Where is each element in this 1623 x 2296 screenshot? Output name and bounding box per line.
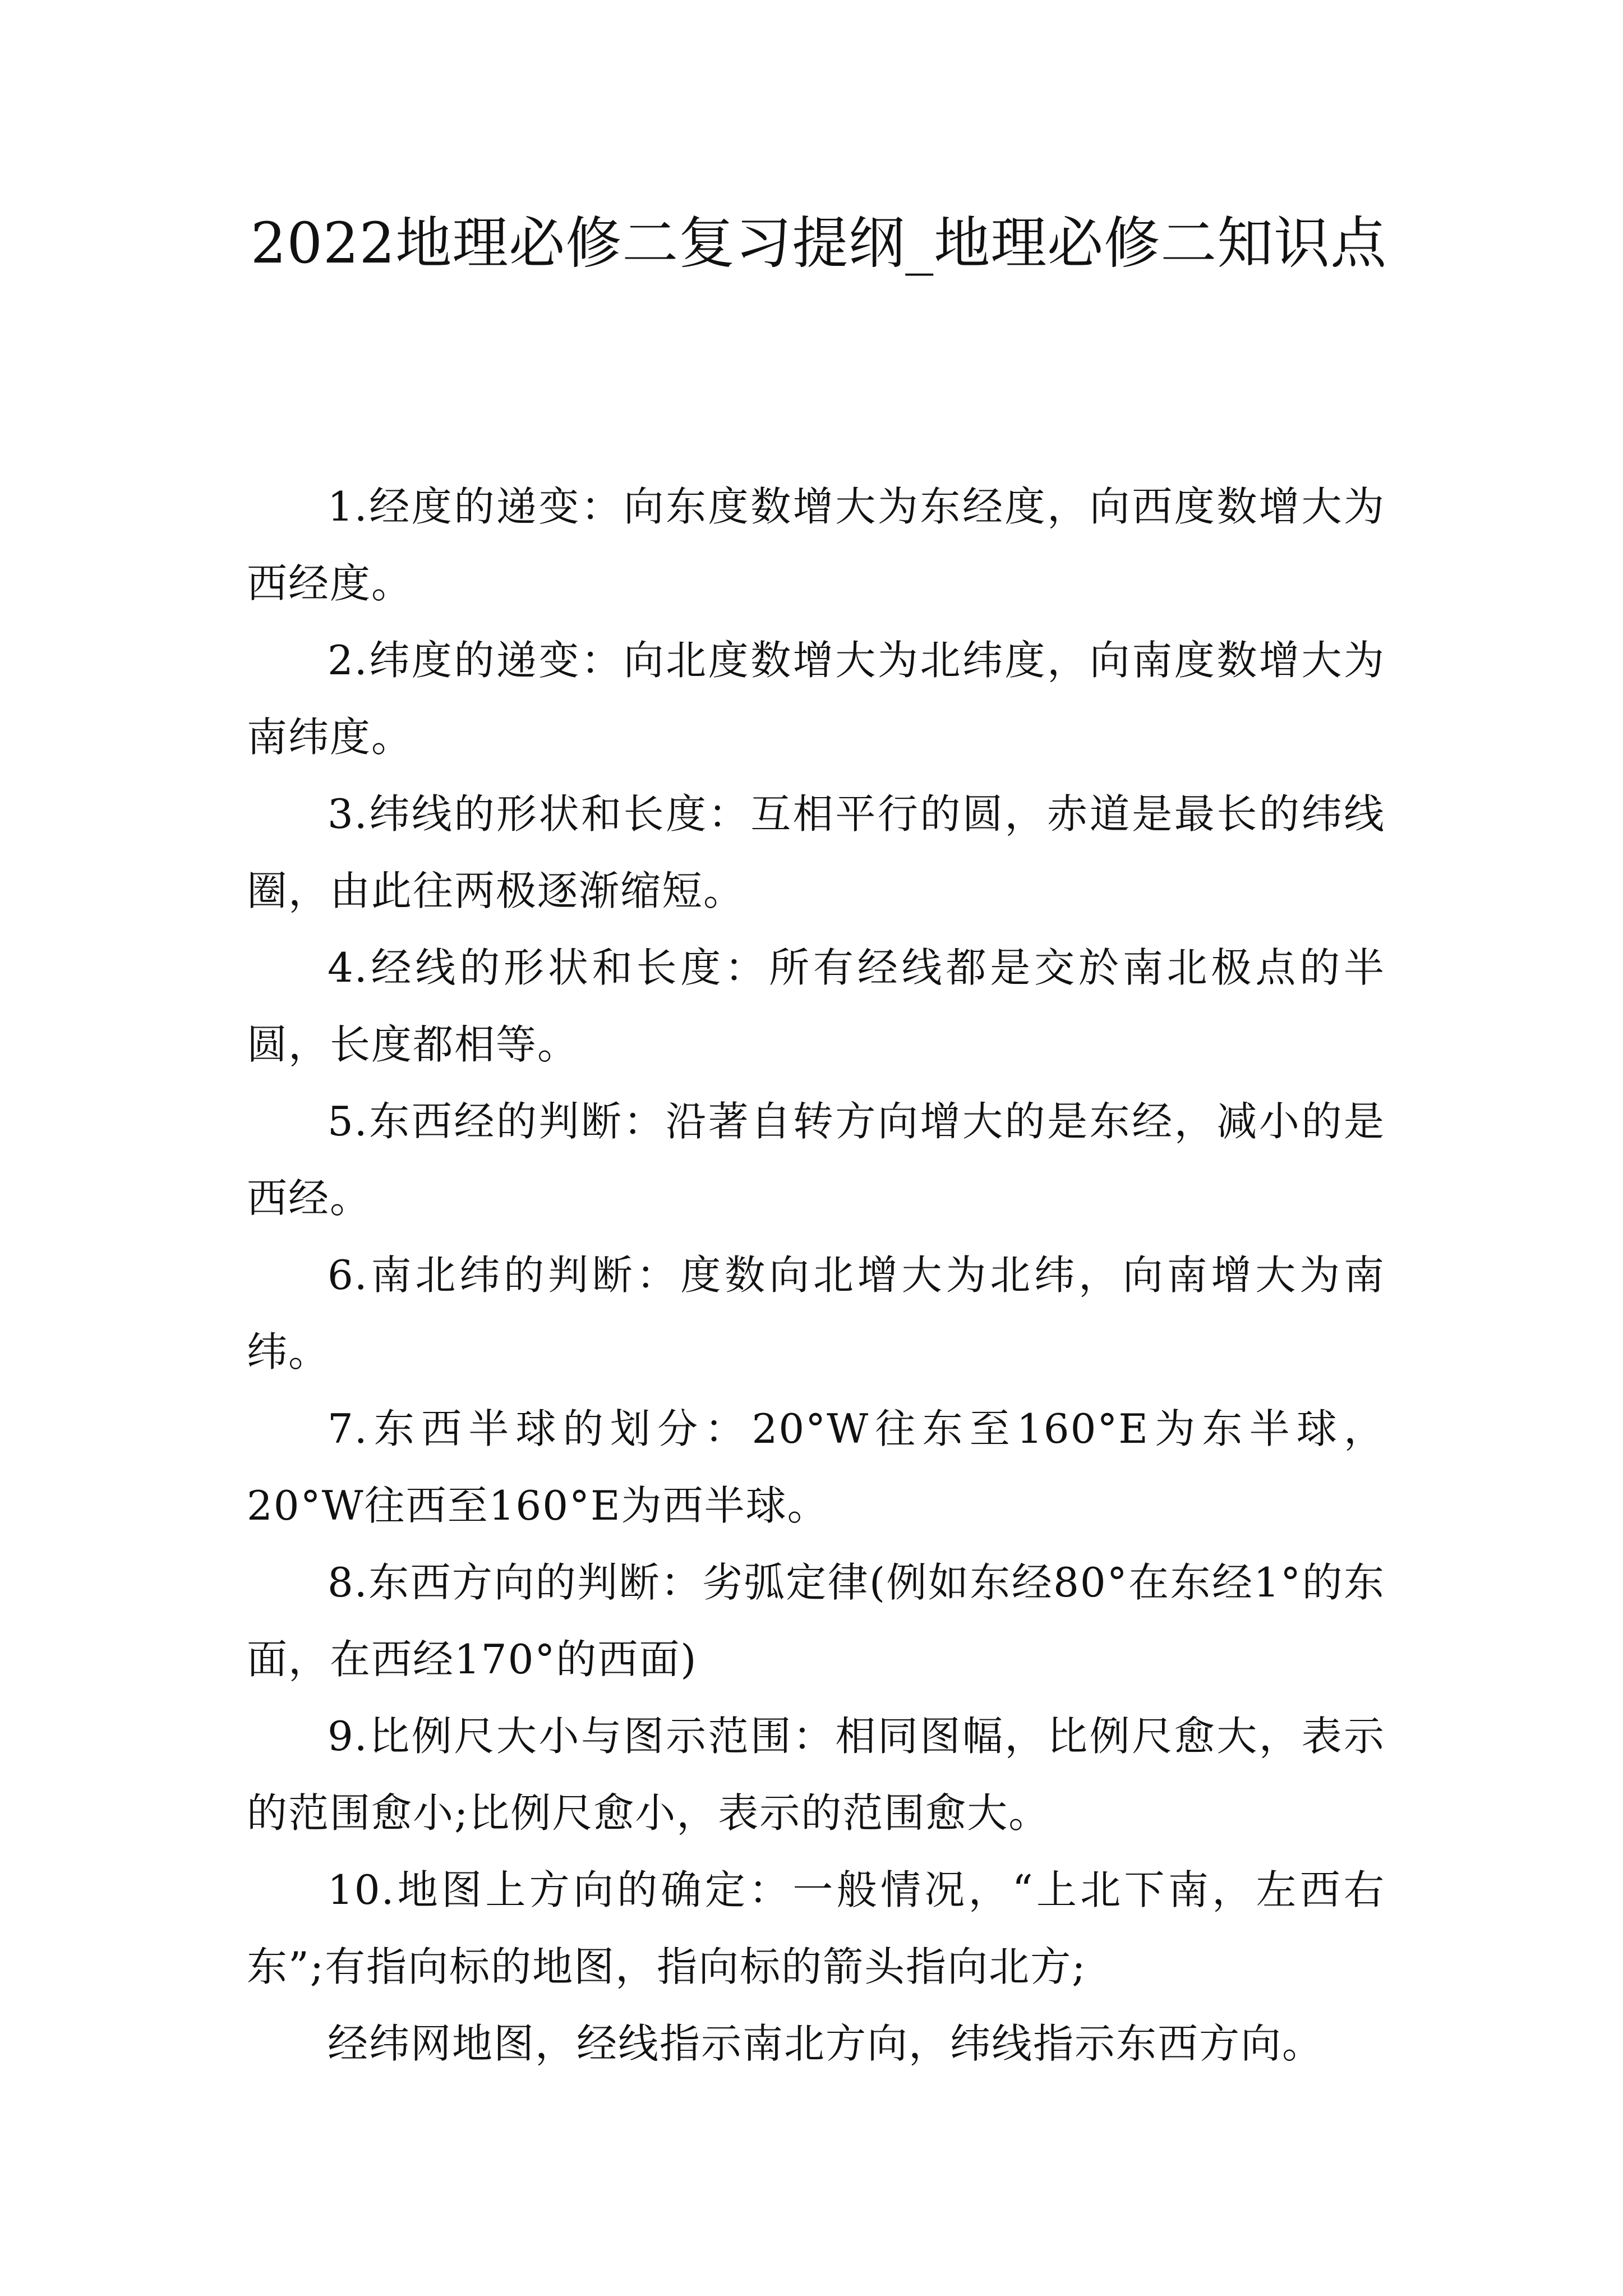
paragraph-2: 2.纬度的递变：向北度数增大为北纬度，向南度数增大为南纬度。 [247, 637, 1385, 761]
paragraph-7: 7.东西半球的划分：20°W往东至160°E为东半球，20°W往西至160°E为西半球。 [247, 1405, 1385, 1529]
paragraph-1: 1.经度的递变：向东度数增大为东经度，向西度数增大为西经度。 [247, 483, 1385, 607]
paragraph-9: 9.比例尺大小与图示范围：相同图幅，比例尺愈大，表示的范围愈小;比例尺愈小，表示的范围愈大。 [247, 1713, 1385, 1837]
paragraph-4: 4.经线的形状和长度：所有经线都是交於南北极点的半圆，长度都相等。 [247, 944, 1385, 1068]
document-title: 2022地理必修二复习提纲_地理必修二知识点 [250, 210, 1387, 276]
paragraph-8: 8.东西方向的判断：劣弧定律(例如东经80°在东经1°的东面，在西经170°的西面) [247, 1559, 1385, 1683]
paragraph-6: 6.南北纬的判断：度数向北增大为北纬，向南增大为南纬。 [247, 1251, 1385, 1375]
paragraph-10-continued: 经纬网地图，经线指示南北方向，纬线指示东西方向。 [328, 2020, 1324, 2067]
paragraph-10: 10.地图上方向的确定：一般情况，“上北下南，左西右东”;有指向标的地图，指向标的箭头指向北方; [247, 1866, 1385, 1990]
paragraph-3: 3.纬线的形状和长度：互相平行的圆，赤道是最长的纬线圈，由此往两极逐渐缩短。 [247, 790, 1385, 914]
document-body [247, 468, 1385, 2082]
paragraph-5: 5.东西经的判断：沿著自转方向增大的是东经，减小的是西经。 [247, 1098, 1385, 1222]
